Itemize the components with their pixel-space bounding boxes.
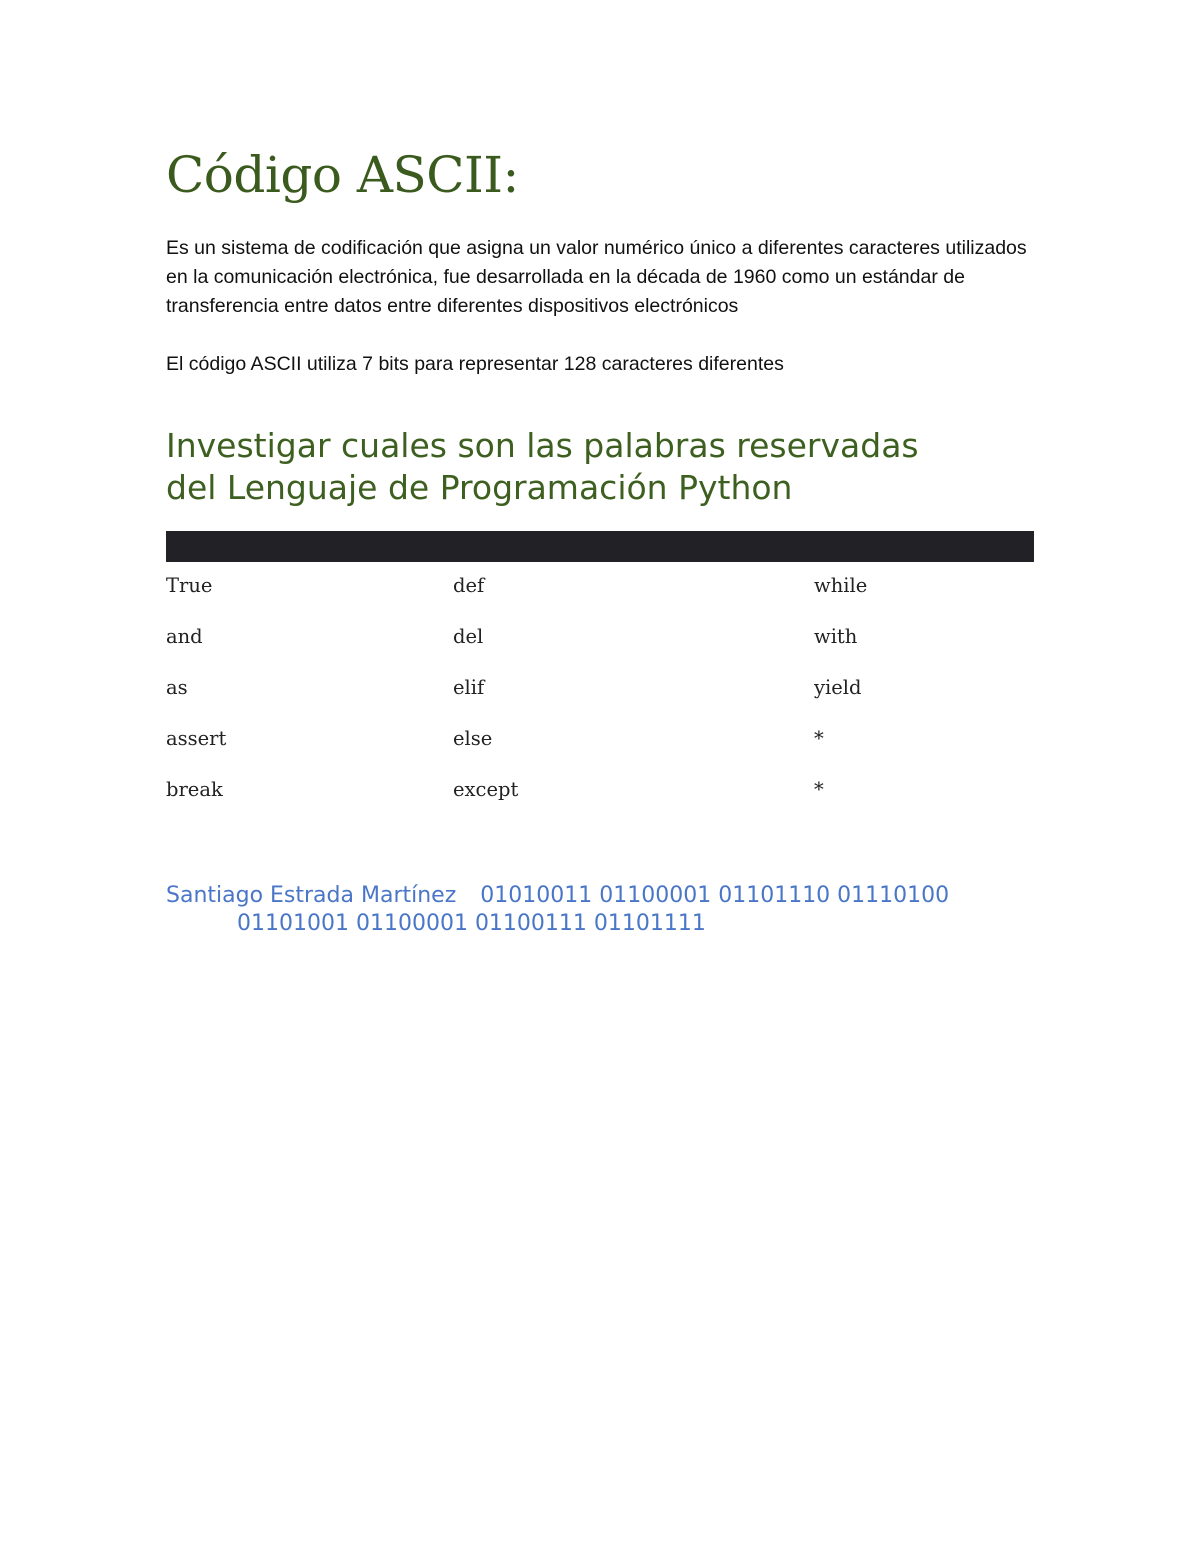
section-heading-line1: Investigar cuales son las palabras reservadas bbox=[166, 426, 919, 465]
keywords-table bbox=[166, 574, 1034, 829]
table-cell: while bbox=[814, 574, 868, 597]
author-signature bbox=[166, 882, 1034, 938]
table-cell: yield bbox=[814, 676, 862, 699]
table-cell: and bbox=[166, 625, 203, 648]
binary-name-line2: 01101001 01100001 01100111 01101111 bbox=[237, 911, 706, 936]
section-heading bbox=[166, 425, 1034, 509]
table-cell: del bbox=[453, 625, 484, 648]
keywords-table-wrapper bbox=[166, 531, 1034, 829]
table-cell: else bbox=[453, 727, 493, 750]
table-cell: as bbox=[166, 676, 188, 699]
table-cell: assert bbox=[166, 727, 227, 750]
author-name: Santiago Estrada Martínez bbox=[166, 883, 457, 908]
page-title: Código ASCII: bbox=[166, 146, 519, 204]
table-cell: * bbox=[814, 727, 824, 750]
table-cell: with bbox=[814, 625, 858, 648]
intro-paragraph: Es un sistema de codificación que asigna un valor numérico único a diferentes caracteres utilizados en la comunicación electrónica, fue desarrollada en la década de 1960 como un estándar de transferencia entre datos entre diferentes dispositivos electrónicos bbox=[166, 237, 1027, 317]
binary-name-line1: 01010011 01100001 01101110 01110100 bbox=[480, 883, 950, 908]
table-cell: elif bbox=[453, 676, 485, 699]
table-row bbox=[166, 625, 1034, 676]
section-heading-line2: del Lenguaje de Programación Python bbox=[166, 468, 793, 507]
table-row bbox=[166, 574, 1034, 625]
table-cell: except bbox=[453, 778, 519, 801]
table-cell: break bbox=[166, 778, 223, 801]
table-cell: def bbox=[453, 574, 485, 597]
table-row bbox=[166, 676, 1034, 727]
table-cell: * bbox=[814, 778, 824, 801]
table-row bbox=[166, 778, 1034, 829]
document-content bbox=[166, 138, 1034, 938]
table-cell: True bbox=[166, 574, 213, 597]
table-header-bar bbox=[166, 531, 1034, 562]
table-row bbox=[166, 727, 1034, 778]
bits-paragraph: El código ASCII utiliza 7 bits para representar 128 caracteres diferentes bbox=[166, 353, 784, 375]
